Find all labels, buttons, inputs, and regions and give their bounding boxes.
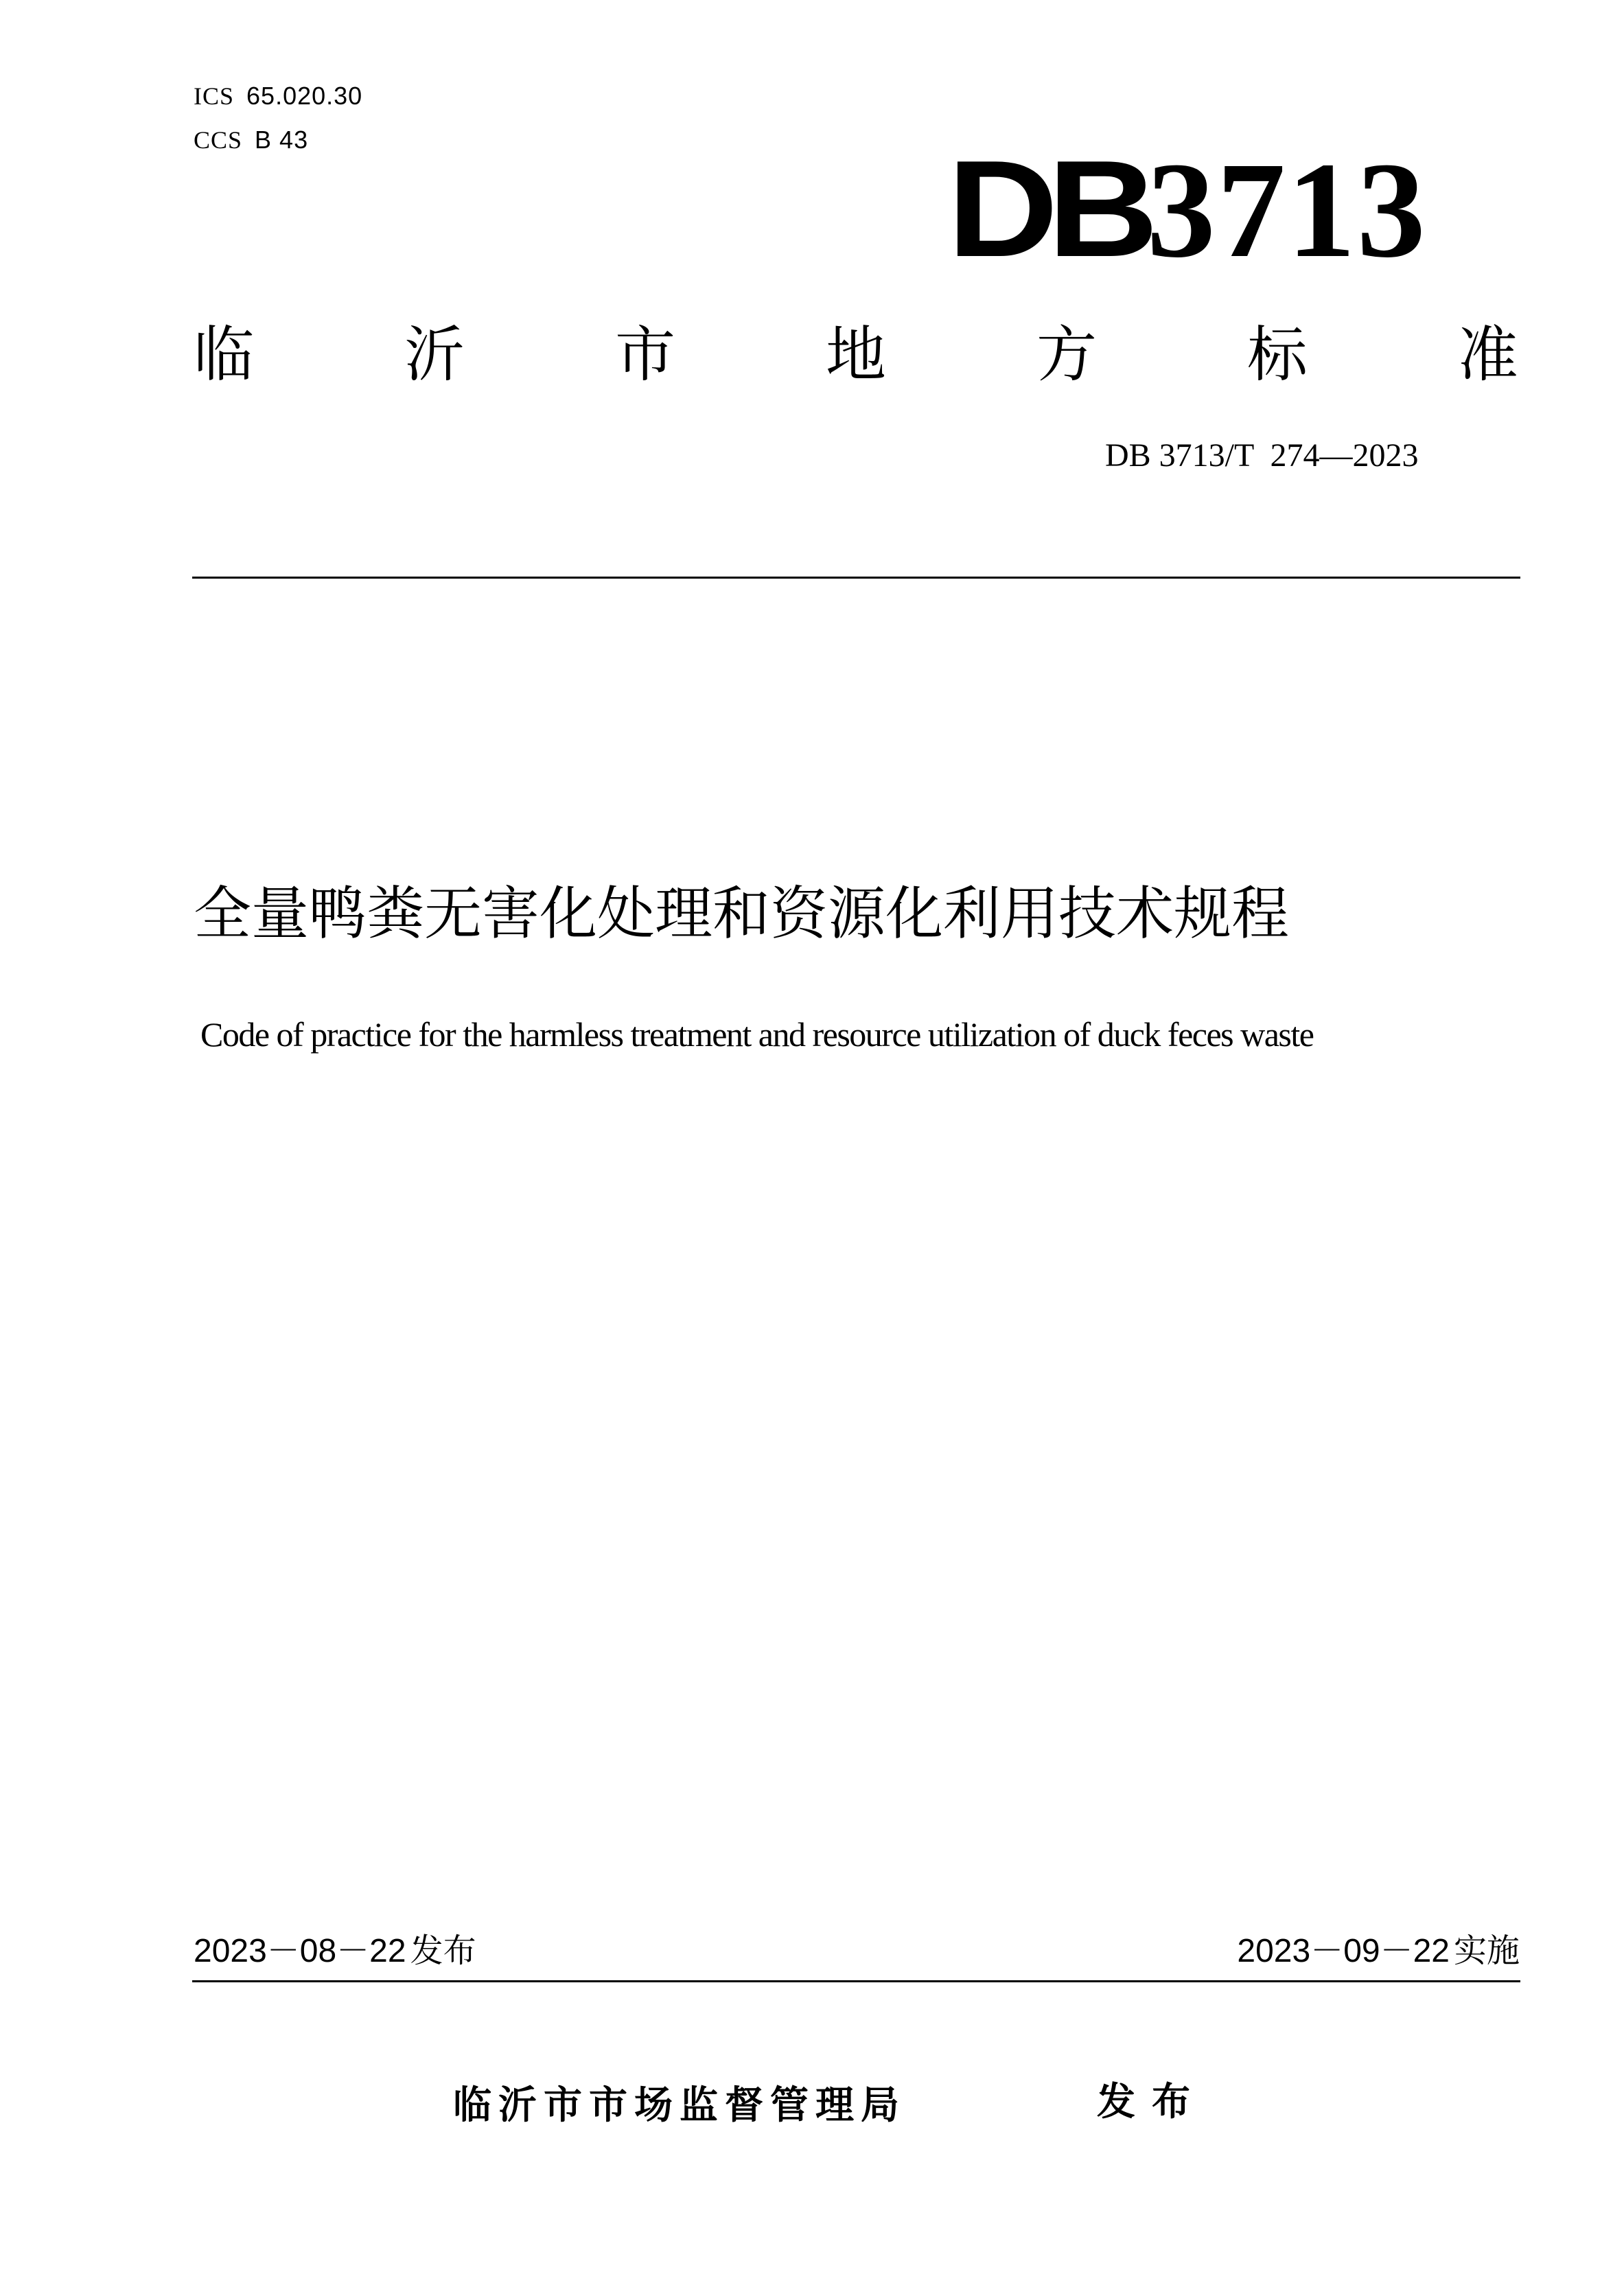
implement-date-line [1237, 1934, 1520, 1968]
implement-label: 实施 [1453, 1932, 1520, 1970]
standard-number: DB 3713/T 274—2023 [1105, 437, 1419, 474]
publish-date-line [194, 1934, 476, 1968]
standard-name-char: 沂 [404, 319, 465, 390]
standard-name-char: 标 [1246, 319, 1308, 390]
implement-date: 2023－09－22 [1237, 1933, 1450, 1969]
ics-code: 65.020.30 [246, 82, 363, 110]
ccs-label: CCS [194, 126, 243, 154]
standard-name-char: 地 [825, 319, 886, 390]
ics-code-line [194, 84, 362, 108]
publish-date: 2023－08－22 [194, 1933, 406, 1969]
logo-number: 3713 [1146, 135, 1427, 286]
ics-label: ICS [194, 82, 235, 110]
standard-name-char: 市 [614, 319, 675, 390]
standard-name-char: 临 [194, 319, 255, 390]
document-title-english: Code of practice for the harmless treatment and resource utilization of duck feces waste [200, 1015, 1314, 1054]
issuing-action: 发布 [1097, 2080, 1207, 2124]
logo-prefix: DB [947, 132, 1148, 286]
document-title-chinese: 全量鸭粪无害化处理和资源化利用技术规程 [194, 880, 1290, 947]
issuing-authority: 临沂市市场监督管理局 [453, 2083, 906, 2128]
publish-label: 发布 [410, 1932, 476, 1970]
ccs-code-line [194, 128, 308, 152]
bottom-divider [192, 1980, 1520, 1982]
standard-name-char: 方 [1036, 319, 1097, 390]
standard-name-char: 准 [1457, 319, 1518, 390]
top-divider [192, 577, 1520, 579]
standard-type-name [194, 317, 1518, 393]
ccs-code: B 43 [255, 126, 309, 154]
standard-logo [947, 132, 1427, 286]
